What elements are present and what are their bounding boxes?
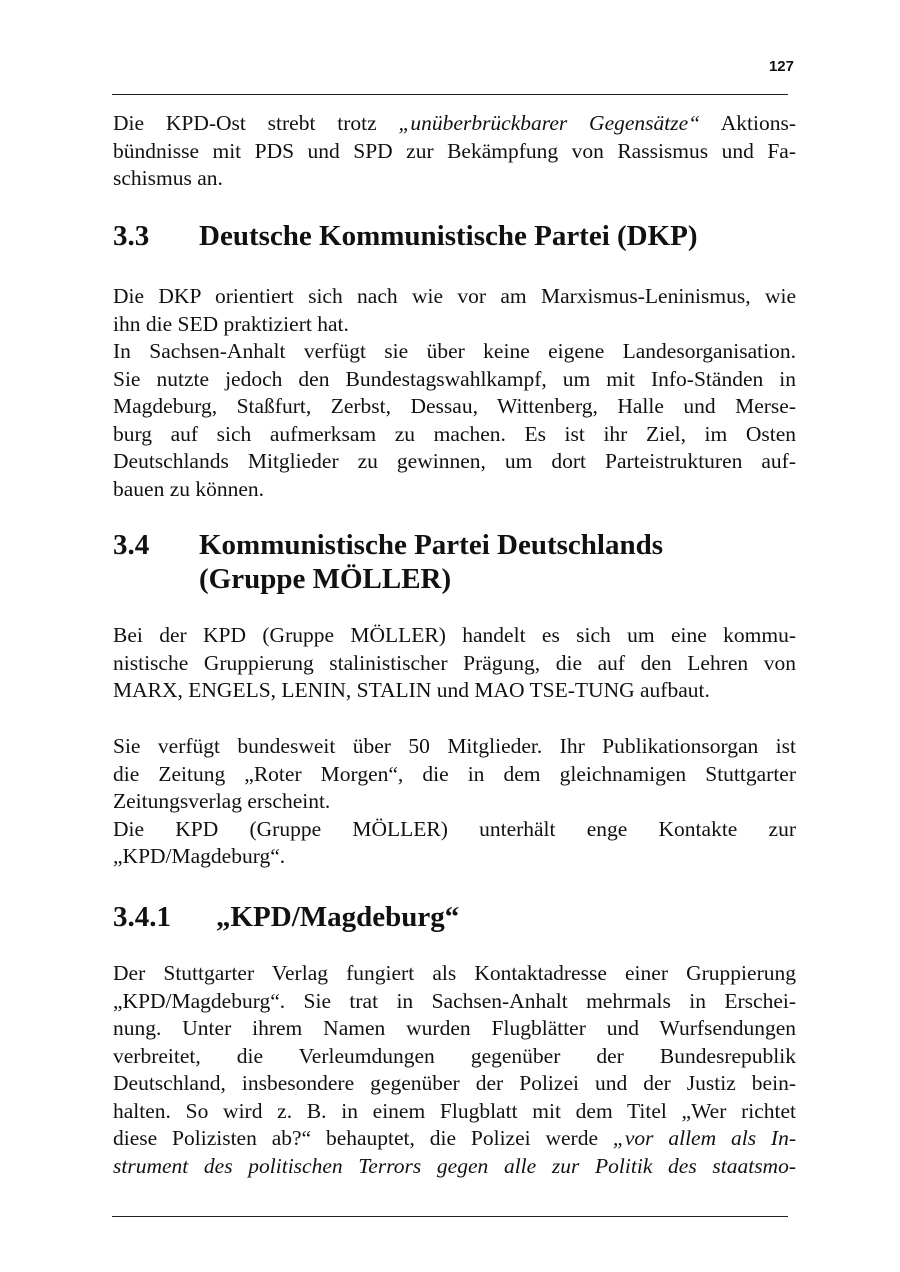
text-line: diese Polizisten ab?“ behauptet, die Polizei werde „vor allem als In-: [113, 1126, 796, 1150]
header-rule: [112, 94, 788, 95]
text-line: nung. Unter ihrem Namen wurden Flugblätter und Wurfsendungen: [113, 1016, 796, 1040]
section-number: 3.4.1: [113, 901, 171, 933]
section-heading-3-4: [113, 528, 796, 596]
section-title: Deutsche Kommunistische Partei (DKP): [199, 220, 698, 252]
text-line: ihn die SED praktiziert hat.: [113, 311, 349, 336]
text-line: schismus an.: [113, 166, 223, 190]
section-number: 3.4: [113, 529, 150, 561]
section-subtitle: (Gruppe MÖLLER): [199, 563, 452, 595]
emphasis-quote: „unüberbrückbarer Gegensätze“: [398, 111, 701, 135]
text-line: Sie verfügt bundesweit über 50 Mitglieder. Ihr Publikationsorgan ist: [113, 734, 796, 758]
text-line: Die DKP orientiert sich nach wie vor am Marxismus-Leninismus, wie: [113, 284, 796, 308]
text-line: MARX, ENGELS, LENIN, STALIN und MAO TSE-TUNG aufbaut.: [113, 678, 710, 702]
text-line: Die KPD-Ost strebt trotz „unüberbrückbarer Gegensätze“ Aktions-: [113, 111, 796, 135]
text-line: In Sachsen-Anhalt verfügt sie über keine eigene Landesorganisation.: [113, 339, 796, 363]
section-number: 3.3: [113, 220, 150, 252]
text-line: [113, 1153, 796, 1181]
text-line: „KPD/Magdeburg“. Sie trat in Sachsen-Anhalt mehrmals in Erschei-: [113, 988, 796, 1013]
text-line: Zeitungsverlag erscheint.: [113, 789, 331, 813]
text-line: „KPD/Magdeburg“.: [113, 844, 286, 868]
paragraph-kpd-ost: [113, 110, 796, 193]
text-line: halten. So wird z. B. in einem Flugblatt mit dem Titel „Wer richtet: [113, 1098, 796, 1123]
text-line: die Zeitung „Roter Morgen“, die in dem gleichnamigen Stuttgarter: [113, 761, 796, 786]
page-number: 127: [768, 58, 794, 75]
section-heading-3-4-1: [113, 900, 796, 934]
paragraph-mitglieder: [113, 733, 796, 871]
text-line: verbreitet, die Verleumdungen gegenüber der Bundesrepublik: [113, 1043, 796, 1068]
paragraph-dkp: [113, 283, 796, 503]
text-line: nistische Gruppierung stalinistischer Prägung, die auf den Lehren von: [113, 650, 796, 675]
paragraph-kpd-moeller: [113, 622, 796, 705]
text-line: bauen zu können.: [113, 476, 265, 501]
text-line: Deutschland, insbesondere gegenüber der Polizei und der Justiz bein-: [113, 1071, 796, 1095]
text-line: burg auf sich aufmerksam zu machen. Es ist ihr Ziel, im Osten: [113, 421, 796, 446]
footer-rule: [112, 1216, 788, 1217]
section-title: „KPD/Magdeburg“: [216, 901, 460, 933]
paragraph-kpd-magdeburg: [113, 960, 796, 1180]
text-line: Bei der KPD (Gruppe MÖLLER) handelt es sich um eine kommu-: [113, 623, 796, 647]
emphasis-quote: strument des politischen Terrors gegen alle zur Politik des staatsmo-: [113, 1153, 796, 1178]
section-heading-3-3: [113, 219, 796, 253]
text-line: Deutschlands Mitglieder zu gewinnen, um dort Parteistrukturen auf-: [113, 449, 796, 473]
text-line: Magdeburg, Staßfurt, Zerbst, Dessau, Wittenberg, Halle und Merse-: [113, 394, 796, 418]
section-title: Kommunistische Partei Deutschlands: [199, 529, 663, 561]
text-line: bündnisse mit PDS und SPD zur Bekämpfung von Rassismus und Fa-: [113, 138, 796, 163]
text-line: Sie nutzte jedoch den Bundestagswahlkampf, um mit Info-Ständen in: [113, 366, 796, 391]
text-line: Die KPD (Gruppe MÖLLER) unterhält enge Kontakte zur: [113, 816, 796, 841]
emphasis-quote: „vor allem als In-: [612, 1126, 796, 1150]
text-line: Der Stuttgarter Verlag fungiert als Kontaktadresse einer Gruppierung: [113, 961, 796, 985]
